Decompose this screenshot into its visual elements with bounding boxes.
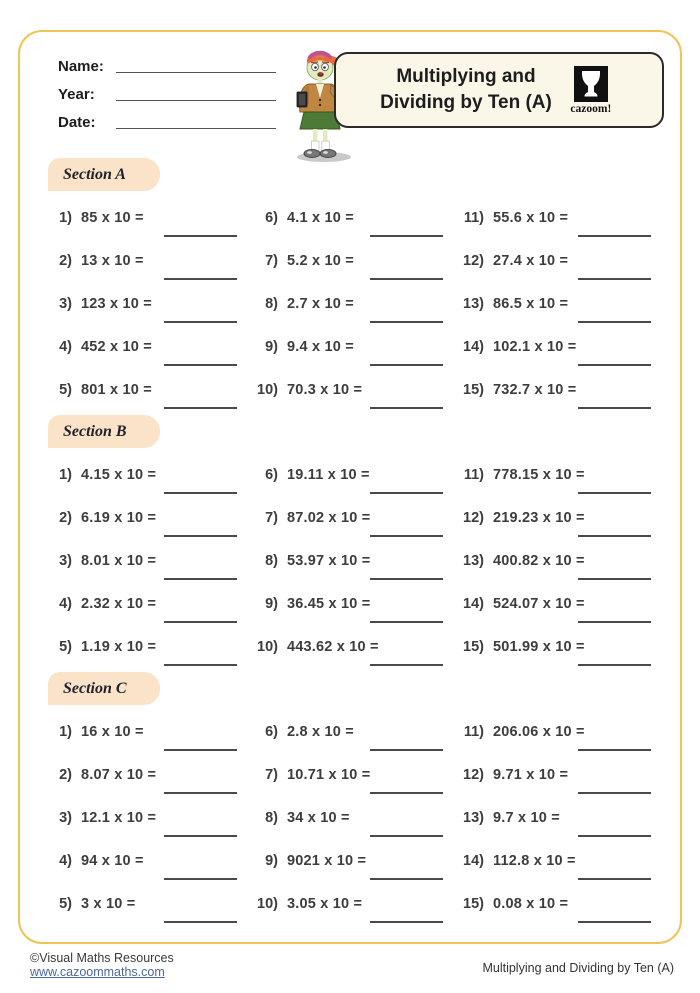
problem-number: 14)	[463, 338, 484, 355]
answer-blank-line	[164, 535, 237, 537]
problem-expression: 443.62 x 10 =	[287, 638, 379, 655]
problem-number: 14)	[463, 595, 484, 612]
answer-blank-line	[164, 792, 237, 794]
problem-number: 14)	[463, 852, 484, 869]
cazoom-logo	[564, 66, 618, 115]
problem-expression: 219.23 x 10 =	[493, 509, 585, 526]
problem-item	[452, 796, 660, 839]
problem-number: 9)	[265, 595, 278, 612]
problem-item	[452, 539, 660, 582]
problem-item	[246, 368, 452, 411]
problem-expression: 4.1 x 10 =	[287, 209, 354, 226]
year-label: Year:	[58, 86, 95, 103]
problem-number: 7)	[265, 252, 278, 269]
problem-number: 8)	[265, 552, 278, 569]
problem-number: 2)	[59, 509, 72, 526]
name-blank-line	[116, 72, 276, 73]
problem-item	[452, 496, 660, 539]
worksheet-title-box	[334, 52, 664, 128]
problem-expression: 400.82 x 10 =	[493, 552, 585, 569]
problem-item	[40, 796, 246, 839]
problem-item	[246, 239, 452, 282]
problem-item	[40, 710, 246, 753]
problem-expression: 19.11 x 10 =	[287, 466, 370, 483]
student-fields	[58, 56, 276, 140]
answer-blank-line	[164, 364, 237, 366]
problem-item	[40, 325, 246, 368]
answer-blank-line	[370, 235, 443, 237]
problem-item	[40, 453, 246, 496]
problem-number: 5)	[59, 638, 72, 655]
problem-expression: 9021 x 10 =	[287, 852, 367, 869]
answer-blank-line	[370, 364, 443, 366]
problem-item	[246, 796, 452, 839]
problem-number: 15)	[463, 381, 484, 398]
problem-item	[452, 368, 660, 411]
problems-grid	[40, 196, 660, 411]
problem-expression: 8.01 x 10 =	[81, 552, 157, 569]
problem-number: 5)	[59, 381, 72, 398]
problem-expression: 55.6 x 10 =	[493, 209, 569, 226]
answer-blank-line	[164, 578, 237, 580]
worksheet-section	[40, 672, 660, 925]
problem-number: 4)	[59, 852, 72, 869]
problem-item	[246, 325, 452, 368]
problem-item	[246, 625, 452, 668]
problems-grid	[40, 453, 660, 668]
problem-expression: 94 x 10 =	[81, 852, 144, 869]
answer-blank-line	[164, 664, 237, 666]
problem-expression: 85 x 10 =	[81, 209, 144, 226]
problem-item	[452, 882, 660, 925]
answer-blank-line	[164, 749, 237, 751]
problem-expression: 27.4 x 10 =	[493, 252, 569, 269]
problem-item	[452, 710, 660, 753]
name-label: Name:	[58, 58, 104, 75]
problem-expression: 70.3 x 10 =	[287, 381, 363, 398]
title-line-1: Multiplying and	[396, 66, 536, 88]
answer-blank-line	[578, 535, 651, 537]
problem-item	[452, 625, 660, 668]
section-label: Section C	[63, 679, 127, 697]
problem-item	[452, 239, 660, 282]
problem-number: 6)	[265, 723, 278, 740]
answer-blank-line	[164, 492, 237, 494]
problem-item	[40, 625, 246, 668]
problem-item	[40, 839, 246, 882]
answer-blank-line	[578, 664, 651, 666]
problem-expression: 0.08 x 10 =	[493, 895, 569, 912]
problem-number: 13)	[463, 552, 484, 569]
problem-expression: 1.19 x 10 =	[81, 638, 157, 655]
worksheet-header	[40, 48, 660, 154]
problem-number: 3)	[59, 552, 72, 569]
problem-number: 8)	[265, 295, 278, 312]
problem-number: 12)	[463, 766, 484, 783]
worksheet-footer	[30, 951, 674, 979]
problem-expression: 9.4 x 10 =	[287, 338, 354, 355]
answer-blank-line	[164, 407, 237, 409]
answer-blank-line	[578, 321, 651, 323]
problem-number: 1)	[59, 723, 72, 740]
answer-blank-line	[578, 578, 651, 580]
answer-blank-line	[578, 749, 651, 751]
worksheet-section	[40, 415, 660, 668]
problem-expression: 112.8 x 10 =	[493, 852, 576, 869]
answer-blank-line	[164, 921, 237, 923]
problem-item	[40, 539, 246, 582]
problem-item	[452, 839, 660, 882]
problem-item	[452, 582, 660, 625]
problem-expression: 16 x 10 =	[81, 723, 144, 740]
problem-expression: 6.19 x 10 =	[81, 509, 157, 526]
problem-item	[246, 496, 452, 539]
problem-number: 5)	[59, 895, 72, 912]
problem-number: 1)	[59, 209, 72, 226]
sections	[40, 158, 660, 925]
problem-item	[452, 753, 660, 796]
problem-item	[452, 282, 660, 325]
cazoom-wordmark: cazoom!	[570, 102, 612, 115]
problem-number: 8)	[265, 809, 278, 826]
problem-expression: 3.05 x 10 =	[287, 895, 363, 912]
date-blank-line	[116, 128, 276, 129]
answer-blank-line	[164, 235, 237, 237]
problem-expression: 86.5 x 10 =	[493, 295, 569, 312]
answer-blank-line	[578, 278, 651, 280]
worksheet-section	[40, 158, 660, 411]
problem-item	[40, 882, 246, 925]
footer-title-text: Multiplying and Dividing by Ten (A)	[482, 961, 674, 975]
title-line-2: Dividing by Ten (A)	[380, 92, 552, 113]
problem-expression: 13 x 10 =	[81, 252, 144, 269]
answer-blank-line	[164, 278, 237, 280]
section-tab	[48, 415, 160, 448]
year-blank-line	[116, 100, 276, 101]
section-tab	[48, 158, 160, 191]
answer-blank-line	[164, 835, 237, 837]
year-field	[58, 84, 276, 103]
problem-item	[246, 753, 452, 796]
problems-grid	[40, 710, 660, 925]
problem-expression: 34 x 10 =	[287, 809, 350, 826]
goblet-icon	[574, 66, 608, 102]
answer-blank-line	[578, 835, 651, 837]
problem-expression: 778.15 x 10 =	[493, 466, 585, 483]
answer-blank-line	[370, 278, 443, 280]
problem-expression: 452 x 10 =	[81, 338, 152, 355]
problem-number: 4)	[59, 595, 72, 612]
problem-item	[246, 282, 452, 325]
answer-blank-line	[578, 407, 651, 409]
problem-item	[246, 839, 452, 882]
problem-number: 10)	[257, 381, 278, 398]
problem-expression: 9.71 x 10 =	[493, 766, 569, 783]
problem-number: 6)	[265, 466, 278, 483]
problem-expression: 524.07 x 10 =	[493, 595, 585, 612]
answer-blank-line	[370, 792, 443, 794]
problem-number: 11)	[463, 723, 484, 740]
answer-blank-line	[370, 664, 443, 666]
answer-blank-line	[370, 749, 443, 751]
problem-expression: 501.99 x 10 =	[493, 638, 585, 655]
problem-item	[40, 496, 246, 539]
problem-number: 15)	[463, 638, 484, 655]
problem-expression: 2.32 x 10 =	[81, 595, 157, 612]
problem-item	[40, 368, 246, 411]
answer-blank-line	[578, 364, 651, 366]
problem-expression: 9.7 x 10 =	[493, 809, 560, 826]
date-field	[58, 112, 276, 131]
problem-item	[452, 196, 660, 239]
problem-expression: 732.7 x 10 =	[493, 381, 577, 398]
answer-blank-line	[370, 321, 443, 323]
problem-expression: 8.07 x 10 =	[81, 766, 157, 783]
problem-item	[452, 325, 660, 368]
date-label: Date:	[58, 114, 96, 131]
problem-expression: 123 x 10 =	[81, 295, 152, 312]
answer-blank-line	[370, 535, 443, 537]
answer-blank-line	[370, 492, 443, 494]
answer-blank-line	[370, 835, 443, 837]
answer-blank-line	[370, 407, 443, 409]
answer-blank-line	[578, 792, 651, 794]
problem-number: 7)	[265, 766, 278, 783]
problem-item	[246, 196, 452, 239]
problem-expression: 2.7 x 10 =	[287, 295, 354, 312]
section-label: Section A	[63, 165, 126, 183]
answer-blank-line	[578, 878, 651, 880]
problem-number: 2)	[59, 252, 72, 269]
problem-number: 9)	[265, 338, 278, 355]
footer-left	[30, 951, 174, 979]
problem-expression: 4.15 x 10 =	[81, 466, 157, 483]
problem-expression: 53.97 x 10 =	[287, 552, 371, 569]
name-field	[58, 56, 276, 75]
problem-item	[40, 239, 246, 282]
problem-item	[246, 539, 452, 582]
section-tab	[48, 672, 160, 705]
problem-item	[40, 753, 246, 796]
problem-item	[246, 710, 452, 753]
answer-blank-line	[578, 921, 651, 923]
problem-expression: 5.2 x 10 =	[287, 252, 354, 269]
problem-number: 12)	[463, 509, 484, 526]
answer-blank-line	[578, 492, 651, 494]
problem-number: 1)	[59, 466, 72, 483]
answer-blank-line	[578, 235, 651, 237]
answer-blank-line	[370, 878, 443, 880]
problem-number: 3)	[59, 809, 72, 826]
problem-expression: 102.1 x 10 =	[493, 338, 577, 355]
problem-number: 15)	[463, 895, 484, 912]
answer-blank-line	[578, 621, 651, 623]
problem-item	[246, 582, 452, 625]
problem-number: 9)	[265, 852, 278, 869]
copyright-text: ©Visual Maths Resources	[30, 951, 174, 965]
problem-number: 13)	[463, 809, 484, 826]
answer-blank-line	[370, 621, 443, 623]
problem-expression: 10.71 x 10 =	[287, 766, 371, 783]
problem-number: 12)	[463, 252, 484, 269]
answer-blank-line	[164, 621, 237, 623]
section-label: Section B	[63, 422, 127, 440]
worksheet-sheet	[18, 30, 682, 944]
problem-item	[40, 582, 246, 625]
problem-number: 3)	[59, 295, 72, 312]
answer-blank-line	[370, 578, 443, 580]
problem-number: 10)	[257, 638, 278, 655]
answer-blank-line	[164, 878, 237, 880]
problem-item	[246, 453, 452, 496]
problem-number: 7)	[265, 509, 278, 526]
problem-number: 4)	[59, 338, 72, 355]
problem-expression: 87.02 x 10 =	[287, 509, 371, 526]
problem-number: 11)	[463, 209, 484, 226]
problem-expression: 36.45 x 10 =	[287, 595, 371, 612]
problem-item	[246, 882, 452, 925]
problem-number: 6)	[265, 209, 278, 226]
problem-expression: 3 x 10 =	[81, 895, 136, 912]
problem-item	[452, 453, 660, 496]
answer-blank-line	[164, 321, 237, 323]
problem-item	[40, 282, 246, 325]
problem-number: 11)	[463, 466, 484, 483]
problem-expression: 801 x 10 =	[81, 381, 152, 398]
problem-number: 10)	[257, 895, 278, 912]
problem-expression: 12.1 x 10 =	[81, 809, 157, 826]
problem-expression: 206.06 x 10 =	[493, 723, 585, 740]
problem-item	[40, 196, 246, 239]
problem-number: 2)	[59, 766, 72, 783]
cazoommaths-link[interactable]: www.cazoommaths.com	[30, 965, 165, 979]
answer-blank-line	[370, 921, 443, 923]
problem-expression: 2.8 x 10 =	[287, 723, 354, 740]
problem-number: 13)	[463, 295, 484, 312]
worksheet-title	[380, 64, 552, 115]
